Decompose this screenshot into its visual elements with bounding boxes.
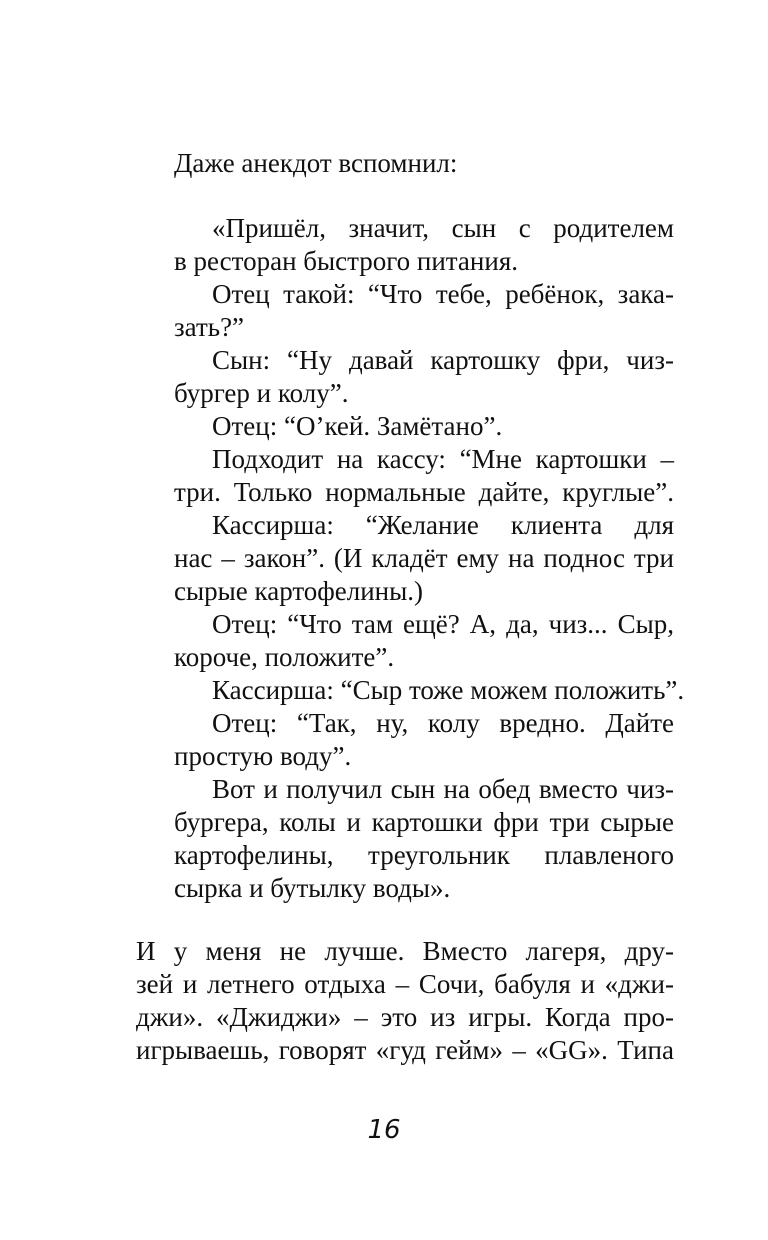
- joke-line: нас – закон”. (И кладёт ему на поднос три: [174, 543, 674, 573]
- joke-line: Вот и получил сын на обед вместо чиз-: [212, 774, 674, 804]
- joke-line: бургера, колы и картошки фри три сырые: [174, 807, 674, 837]
- joke-line: сырка и бутылку воды».: [174, 873, 451, 903]
- joke-line: Отец такой: “Что тебе, ребёнок, зака-: [212, 279, 674, 309]
- joke-line: короче, положите”.: [174, 642, 395, 672]
- joke-line: Отец: “Что там ещё? А, да, чиз... Сыр,: [212, 609, 674, 639]
- joke-line: Отец: “О’кей. Замётано”.: [212, 411, 503, 441]
- joke-line: картофелины, треугольник плавленого: [174, 840, 674, 870]
- joke-line: Отец: “Так, ну, колу вредно. Дайте: [212, 708, 674, 738]
- joke-line: Сын: “Ну давай картошку фри, чиз-: [212, 345, 674, 375]
- joke-line: Кассирша: “Желание клиента для: [212, 510, 674, 540]
- page-number: 16: [367, 1115, 401, 1145]
- joke-line: сырые картофелины.): [174, 576, 424, 606]
- body-line: И у меня не лучше. Вместо лагеря, дру-: [136, 936, 674, 966]
- joke-line: три. Только нормальные дайте, круглые”.: [174, 477, 674, 507]
- body-line: игрываешь, говорят «гуд гейм» – «GG». Типа: [136, 1035, 674, 1065]
- joke-line: «Пришёл, значит, сын с родителем: [212, 213, 674, 243]
- joke-line: бургер и колу”.: [174, 378, 349, 408]
- joke-line: в ресторан быстрого питания.: [174, 246, 518, 276]
- body-line: зей и летнего отдыха – Сочи, бабуля и «джи-: [136, 969, 674, 999]
- joke-line: Кассирша: “Сыр тоже можем положить”.: [212, 675, 685, 705]
- joke-line: простую воду”.: [174, 741, 352, 771]
- body-line: джи». «Джиджи» – это из игры. Когда про-: [136, 1002, 674, 1032]
- intro-line: Даже анекдот вспомнил:: [174, 148, 458, 178]
- joke-line: зать?”: [174, 312, 245, 342]
- joke-line: Подходит на кассу: “Мне картошки –: [212, 444, 674, 474]
